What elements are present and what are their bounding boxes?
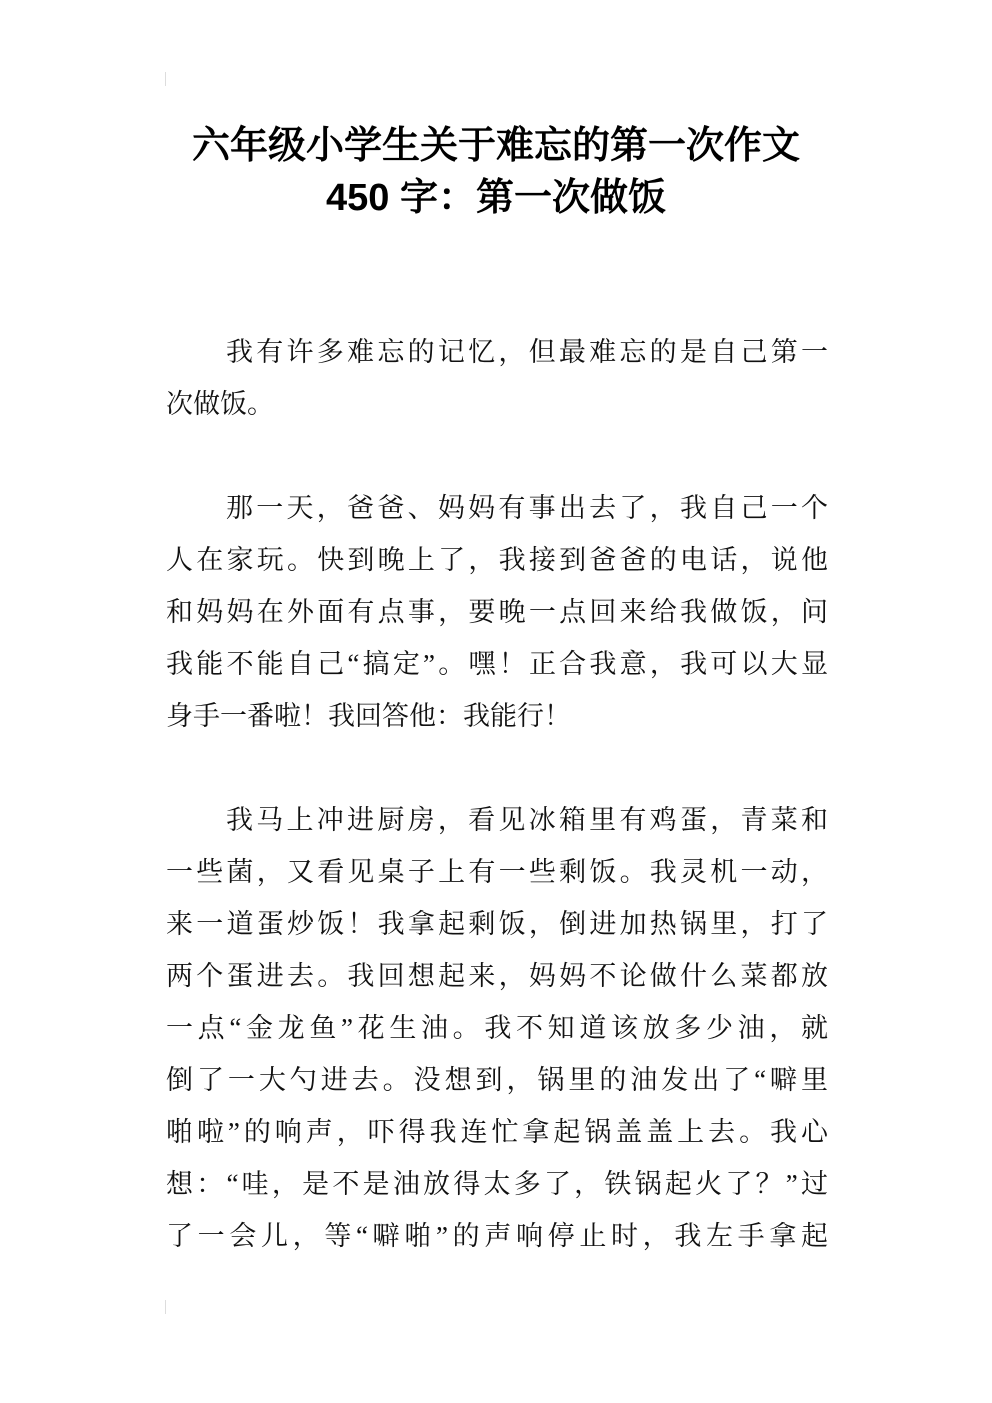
page-margin-mark <box>165 72 166 86</box>
text-line: 那一天，爸爸、妈妈有事出去了，我自己一个 <box>226 493 828 523</box>
title-line-2: 450 字：第一次做饭 <box>326 177 666 219</box>
text-line: 两个蛋进去。我回想起来，妈妈不论做什么菜都放 <box>166 961 828 991</box>
text-line: 一些菌，又看见桌子上有一些剩饭。我灵机一动， <box>166 857 828 887</box>
text-line: 来一道蛋炒饭！我拿起剩饭，倒进加热锅里，打了 <box>166 909 828 939</box>
text-line: 我马上冲进厨房，看见冰箱里有鸡蛋，青菜和 <box>226 805 828 835</box>
text-line: 我有许多难忘的记忆，但最难忘的是自己第一 <box>226 337 828 367</box>
paragraph <box>166 794 828 1262</box>
text-line: 次做饭。 <box>166 389 274 419</box>
text-line: 我能不能自己“搞定”。嘿！正合我意，我可以大显 <box>166 649 828 679</box>
text-line: 和妈妈在外面有点事，要晚一点回来给我做饭，问 <box>166 597 828 627</box>
paragraph <box>166 482 828 742</box>
text-line: 一点“金龙鱼”花生油。我不知道该放多少油，就 <box>166 1013 828 1043</box>
text-line: 了一会儿，等“噼啪”的声响停止时，我左手拿起 <box>166 1221 828 1251</box>
paragraph <box>166 326 828 430</box>
text-line: 啪啦”的响声，吓得我连忙拿起锅盖盖上去。我心 <box>166 1117 828 1147</box>
document-body <box>166 326 828 1314</box>
document-title <box>0 120 992 224</box>
title-line-1: 六年级小学生关于难忘的第一次作文 <box>191 125 800 167</box>
text-line: 倒了一大勺进去。没想到，锅里的油发出了“噼里 <box>166 1065 828 1095</box>
text-line: 身手一番啦！我回答他：我能行！ <box>166 701 571 731</box>
text-line: 人在家玩。快到晚上了，我接到爸爸的电话，说他 <box>166 545 828 575</box>
text-line: 想：“哇，是不是油放得太多了，铁锅起火了？”过 <box>166 1169 828 1199</box>
